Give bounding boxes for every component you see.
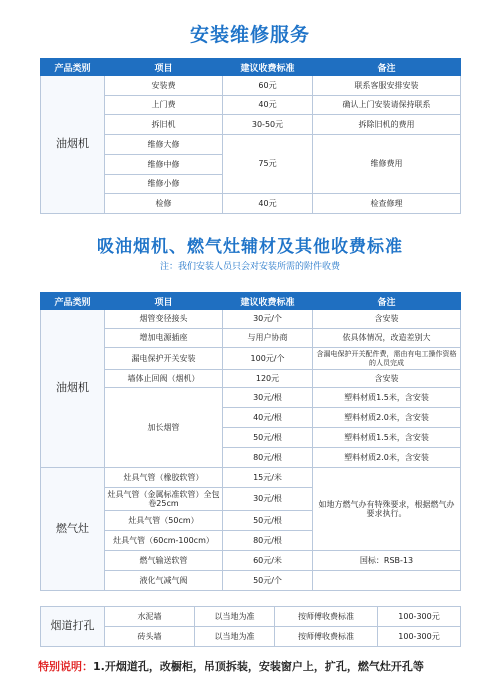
remark-cell: 塑料材质2.0米，含安装 [313,408,461,428]
price-cell: 30-50元 [223,115,313,135]
category-cell: 油烟机 [41,76,105,214]
col-item: 项目 [105,293,223,310]
price-cell: 40元 [223,96,313,115]
col-remark: 备注 [313,293,461,310]
local-cell: 以当地为准 [195,607,275,627]
fees-note: 注：我们安装人员只会对安装所需的附件收费 [159,262,340,272]
price-cell: 与用户协商 [223,329,313,348]
price-cell: 30元/根 [223,488,313,511]
item-cell: 液化气减气阀 [105,571,223,591]
price-cell: 60元 [223,76,313,96]
col-price: 建议收费标准 [223,59,313,76]
item-cell: 墙体止回阀（烟机） [105,370,223,388]
item-cell: 增加电源插座 [105,329,223,348]
table-row [41,310,461,329]
col-price: 建议收费标准 [223,293,313,310]
price-cell: 60元/米 [223,551,313,571]
service-table [40,58,461,214]
item-cell: 维修大修 [105,135,223,155]
price-cell: 50元/根 [223,511,313,531]
standard-cell: 按师傅收费标准 [275,627,378,647]
category-cell: 油烟机 [41,310,105,468]
flue-table [40,606,461,647]
item-cell: 烟管变径接头 [105,310,223,329]
wall-type-cell: 砖头墙 [105,627,195,647]
item-cell: 漏电保护开关安装 [105,348,223,370]
item-cell: 维修中修 [105,155,223,175]
price-cell: 100-300元 [378,607,461,627]
price-cell: 30元/个 [223,310,313,329]
col-category: 产品类别 [41,293,105,310]
table-row [41,76,461,96]
item-cell: 灶具气管（50cm） [105,511,223,531]
table-row [41,468,461,488]
wall-type-cell: 水泥墙 [105,607,195,627]
remark-cell: 拆除旧机的费用 [313,115,461,135]
category-cell: 烟道打孔 [41,607,105,647]
price-cell: 100元/个 [223,348,313,370]
item-cell: 维修小修 [105,175,223,194]
table-row [41,607,461,627]
price-cell: 100-300元 [378,627,461,647]
item-cell: 灶具气管（60cm-100cm） [105,531,223,551]
price-cell: 80元/根 [223,531,313,551]
item-cell: 上门费 [105,96,223,115]
standard-cell: 按师傅收费标准 [275,607,378,627]
price-cell: 40元 [223,194,313,214]
col-item: 项目 [105,59,223,76]
remark-cell: 确认上门安装请保持联系 [313,96,461,115]
special-text: 1.开烟道孔，改橱柜，吊顶拆装，安装窗户上，扩孔，燃气灶开孔等 [93,660,424,673]
remark-cell [313,571,461,591]
remark-cell: 含漏电保护开关配件费，需由有电工操作资格的人员完成 [313,348,461,370]
price-cell: 50元/根 [223,428,313,448]
remark-cell: 塑料材质1.5米，含安装 [313,388,461,408]
price-cell: 50元/个 [223,571,313,591]
remark-cell: 含安装 [313,370,461,388]
item-cell: 燃气输送软管 [105,551,223,571]
remark-cell: 依具体情况，改造差别大 [313,329,461,348]
remark-cell: 国标：RSB-13 [313,551,461,571]
remark-cell: 塑料材质2.0米，含安装 [313,448,461,468]
special-label: 特别说明： [38,660,93,673]
col-remark: 备注 [313,59,461,76]
category-cell: 燃气灶 [41,468,105,591]
price-cell: 120元 [223,370,313,388]
item-cell: 检修 [105,194,223,214]
price-cell: 75元 [223,135,313,194]
accessories-table [40,292,461,591]
table-header [41,293,461,310]
remark-cell: 含安装 [313,310,461,329]
local-cell: 以当地为准 [195,627,275,647]
item-cell: 灶具气管（橡胶软管） [105,468,223,488]
special-note [38,658,424,674]
fees-title: 吸油烟机、燃气灶辅材及其他收费标准 [97,237,403,257]
item-cell: 灶具气管（金属标准软管）全包卷25cm [105,488,223,511]
remark-cell: 塑料材质1.5米，含安装 [313,428,461,448]
price-cell: 80元/根 [223,448,313,468]
item-cell: 拆旧机 [105,115,223,135]
item-cell: 安装费 [105,76,223,96]
price-cell: 40元/根 [223,408,313,428]
price-cell: 15元/米 [223,468,313,488]
price-cell: 30元/根 [223,388,313,408]
remark-cell: 联系客服安排安装 [313,76,461,96]
col-category: 产品类别 [41,59,105,76]
service-title: 安装维修服务 [189,24,310,46]
remark-cell: 如地方燃气办有特殊要求，根据燃气办要求执行。 [313,468,461,551]
item-cell: 加长烟管 [105,388,223,468]
remark-cell: 检查修理 [313,194,461,214]
remark-cell: 维修费用 [313,135,461,194]
table-header [41,59,461,76]
